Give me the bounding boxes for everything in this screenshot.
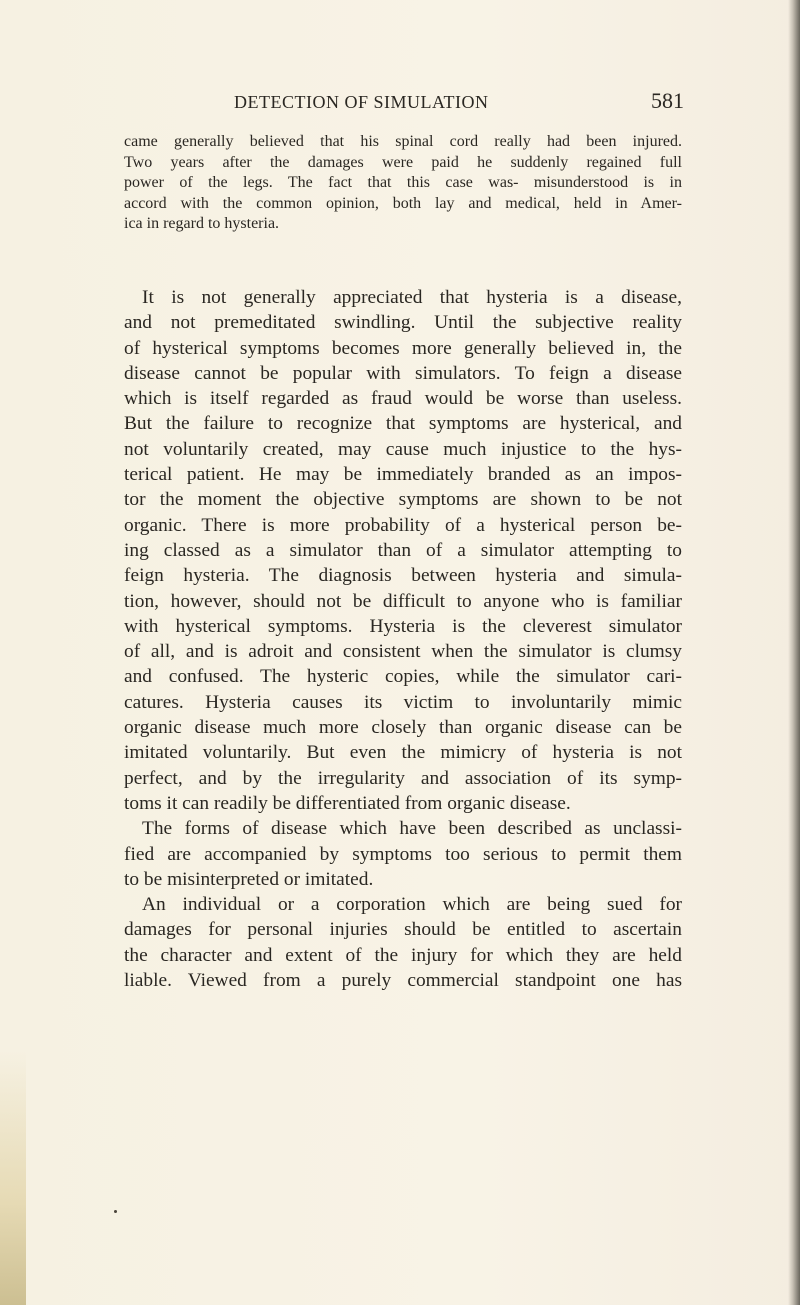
small-paragraph [124, 132, 682, 235]
text-line: catures. Hysteria causes its victim to involuntarily mimic [124, 691, 682, 713]
text-line: liable. Viewed from a purely commercial standpoint one has [124, 970, 682, 992]
text-line: organic. There is more probability of a hysterical person be- [124, 514, 682, 536]
text-line: feign hysteria. The diagnosis between hysteria and simula- [124, 565, 682, 587]
page-stain [0, 1050, 26, 1305]
text-line: An individual or a corporation which are being sued for [142, 894, 682, 916]
paragraph-hysteria [124, 285, 682, 816]
text-line: power of the legs. The fact that this case was- misunderstood is in [124, 174, 682, 191]
running-title: DETECTION OF SIMULATION [234, 92, 489, 112]
text-line: organic disease much more closely than organic disease can be [124, 717, 682, 739]
text-line: and not premeditated swindling. Until the subjective reality [124, 312, 682, 334]
text-line: tor the moment the objective symptoms are shown to be not [124, 489, 682, 511]
text-line: perfect, and by the irregularity and association of its symp- [124, 767, 682, 789]
margin-dot [114, 1210, 117, 1213]
paragraph-corporation [124, 892, 682, 993]
text-line: ica in regard to hysteria. [124, 215, 280, 232]
text-line: fied are accompanied by symptoms too serious to permit them [124, 843, 682, 865]
text-line: not voluntarily created, may cause much injustice to the hys- [124, 438, 682, 460]
page-edge-shadow [788, 0, 800, 1305]
paragraph-unclassified [124, 816, 682, 892]
text-line: and confused. The hysteric copies, while the simulator cari- [124, 666, 682, 688]
text-line: of hysterical symptoms becomes more generally believed in, the [124, 337, 682, 359]
text-line: accord with the common opinion, both lay and medical, held in Amer- [124, 194, 682, 212]
text-line: the character and extent of the injury for which they are held [124, 944, 682, 966]
text-line: terical patient. He may be immediately branded as an impos- [124, 464, 682, 486]
text-line: came generally believed that his spinal cord really had been injured. [124, 133, 682, 150]
text-line: of all, and is adroit and consistent when the simulator is clumsy [124, 641, 682, 663]
text-line: But the failure to recognize that symptoms are hysterical, and [124, 413, 682, 435]
text-line: damages for personal injuries should be entitled to ascertain [124, 919, 682, 941]
running-head [124, 88, 684, 118]
main-text [124, 285, 682, 993]
text-line: The forms of disease which have been described as unclassi- [142, 818, 682, 840]
page-number: 581 [651, 88, 684, 113]
text-line: disease cannot be popular with simulators. To feign a disease [124, 362, 682, 384]
text-line: to be misinterpreted or imitated. [124, 868, 374, 890]
text-line: imitated voluntarily. But even the mimicry of hysteria is not [124, 742, 682, 764]
text-line: with hysterical symptoms. Hysteria is the cleverest simulator [124, 615, 682, 637]
text-line: which is itself regarded as fraud would be worse than useless. [124, 388, 682, 410]
text-line: tion, however, should not be difficult to anyone who is familiar [124, 590, 682, 612]
text-line: It is not generally appreciated that hysteria is a disease, [142, 287, 682, 308]
text-line: ing classed as a simulator than of a simulator attempting to [124, 539, 682, 561]
text-line: toms it can readily be differentiated from organic disease. [124, 792, 571, 814]
text-line: Two years after the damages were paid he suddenly regained full [124, 153, 682, 171]
